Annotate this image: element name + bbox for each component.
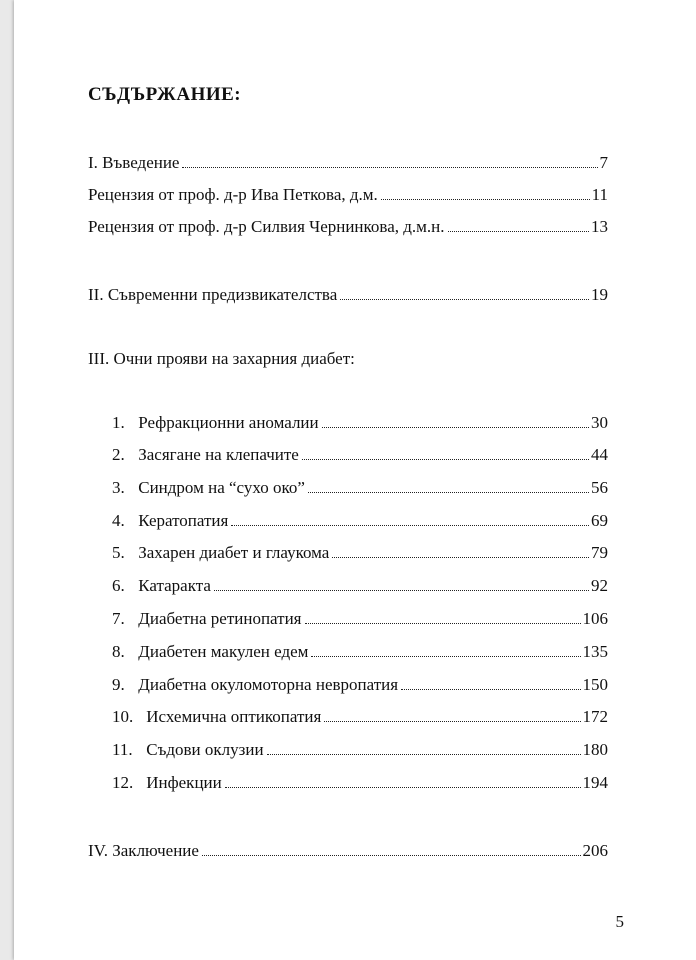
toc-chapter-11 — [112, 739, 608, 761]
toc-entry-section-iv — [88, 840, 608, 862]
chapter-page: 135 — [582, 642, 608, 661]
dot-leader — [231, 525, 589, 526]
dot-leader — [214, 590, 589, 591]
chapter-page: 44 — [591, 445, 608, 464]
chapter-number: 6. — [112, 576, 125, 595]
toc-chapter-8 — [112, 641, 608, 663]
toc-chapter-2 — [112, 444, 608, 466]
dot-leader — [225, 787, 581, 788]
chapter-title-group — [112, 542, 329, 564]
dot-leader — [322, 427, 589, 428]
chapter-title: Диабетна окуломоторна невропатия — [138, 675, 399, 694]
chapter-title: Кератопатия — [138, 511, 229, 530]
chapter-title-group — [112, 739, 264, 761]
chapter-title: Рефракционни аномалии — [138, 413, 319, 432]
dot-leader — [340, 299, 589, 300]
chapter-page: 172 — [582, 707, 608, 726]
dot-leader — [305, 623, 581, 624]
toc-chapter-7 — [112, 608, 608, 630]
chapter-page: 92 — [591, 576, 608, 595]
chapter-title: Диабетен макулен едем — [138, 642, 309, 661]
entry-page: 11 — [591, 185, 608, 204]
toc-chapter-3 — [112, 477, 608, 499]
chapter-title-group — [112, 510, 228, 532]
toc-entry-review-cherninkova — [88, 216, 608, 238]
toc-entry-review-petkova — [88, 184, 608, 206]
chapter-title-group — [112, 641, 308, 663]
chapter-page: 150 — [582, 675, 608, 694]
chapter-page: 194 — [582, 773, 608, 792]
page-number: 5 — [615, 912, 624, 931]
chapter-title: Засягане на клепачите — [138, 445, 299, 464]
chapter-title: Захарен диабет и глаукома — [138, 543, 330, 562]
book-page — [14, 0, 696, 960]
toc-chapter-6 — [112, 575, 608, 597]
dot-leader — [202, 855, 581, 856]
chapter-number: 3. — [112, 478, 125, 497]
toc-chapter-5 — [112, 542, 608, 564]
chapter-title: Инфекции — [146, 773, 222, 792]
entry-page: 19 — [591, 285, 608, 304]
chapter-number: 2. — [112, 445, 125, 464]
chapter-number: 10. — [112, 707, 134, 726]
chapter-number: 9. — [112, 675, 125, 694]
toc-chapter-1 — [112, 412, 608, 434]
chapter-title-group — [112, 444, 299, 466]
toc-chapter-9 — [112, 674, 608, 696]
entry-page: 13 — [591, 217, 608, 236]
chapter-title: Синдром на “сухо око” — [138, 478, 305, 497]
chapter-page: 69 — [591, 511, 608, 530]
chapter-page: 30 — [591, 413, 608, 432]
chapter-title-group — [112, 674, 398, 696]
dot-leader — [311, 656, 580, 657]
toc-heading: СЪДЪРЖАНИЕ: — [88, 84, 242, 105]
entry-title: Рецензия от проф. д-р Ива Петкова, д.м. — [88, 185, 378, 204]
chapter-title: Диабетна ретинопатия — [138, 609, 302, 628]
dot-leader — [381, 199, 590, 200]
toc-chapter-12 — [112, 772, 608, 794]
dot-leader — [182, 167, 597, 168]
entry-title: I. Въведение — [88, 153, 180, 172]
chapter-title-group — [112, 412, 319, 434]
chapter-title-group — [112, 477, 305, 499]
toc-chapter-4 — [112, 510, 608, 532]
chapter-title-group — [112, 575, 211, 597]
chapter-title-group — [112, 608, 302, 630]
entry-page: 206 — [582, 841, 608, 860]
toc-section-iii-heading: III. Очни прояви на захарния диабет: — [88, 349, 355, 368]
chapter-number: 1. — [112, 413, 125, 432]
dot-leader — [401, 689, 580, 690]
dot-leader — [324, 721, 580, 722]
chapter-number: 8. — [112, 642, 125, 661]
chapter-number: 4. — [112, 511, 125, 530]
entry-page: 7 — [599, 153, 608, 172]
dot-leader — [448, 231, 589, 232]
entry-title: IV. Заключение — [88, 841, 199, 860]
toc-entry-section-ii — [88, 284, 608, 306]
chapter-title-group — [112, 706, 321, 728]
entry-title: Рецензия от проф. д-р Силвия Чернинкова, д.м.н. — [88, 217, 445, 236]
chapter-number: 5. — [112, 543, 125, 562]
chapter-page: 180 — [582, 740, 608, 759]
dot-leader — [308, 492, 589, 493]
chapter-title-group — [112, 772, 222, 794]
toc-chapter-10 — [112, 706, 608, 728]
chapter-page: 56 — [591, 478, 608, 497]
dot-leader — [332, 557, 589, 558]
toc-entry-introduction — [88, 152, 608, 174]
chapter-page: 106 — [582, 609, 608, 628]
chapter-number: 11. — [112, 740, 133, 759]
chapter-number: 7. — [112, 609, 125, 628]
chapter-title: Исхемична оптикопатия — [146, 707, 322, 726]
chapter-number: 12. — [112, 773, 134, 792]
chapter-title: Катаракта — [138, 576, 211, 595]
entry-title: II. Съвременни предизвикателства — [88, 285, 338, 304]
dot-leader — [267, 754, 581, 755]
chapter-title: Съдови оклузии — [146, 740, 264, 759]
chapter-page: 79 — [591, 543, 608, 562]
dot-leader — [302, 459, 589, 460]
